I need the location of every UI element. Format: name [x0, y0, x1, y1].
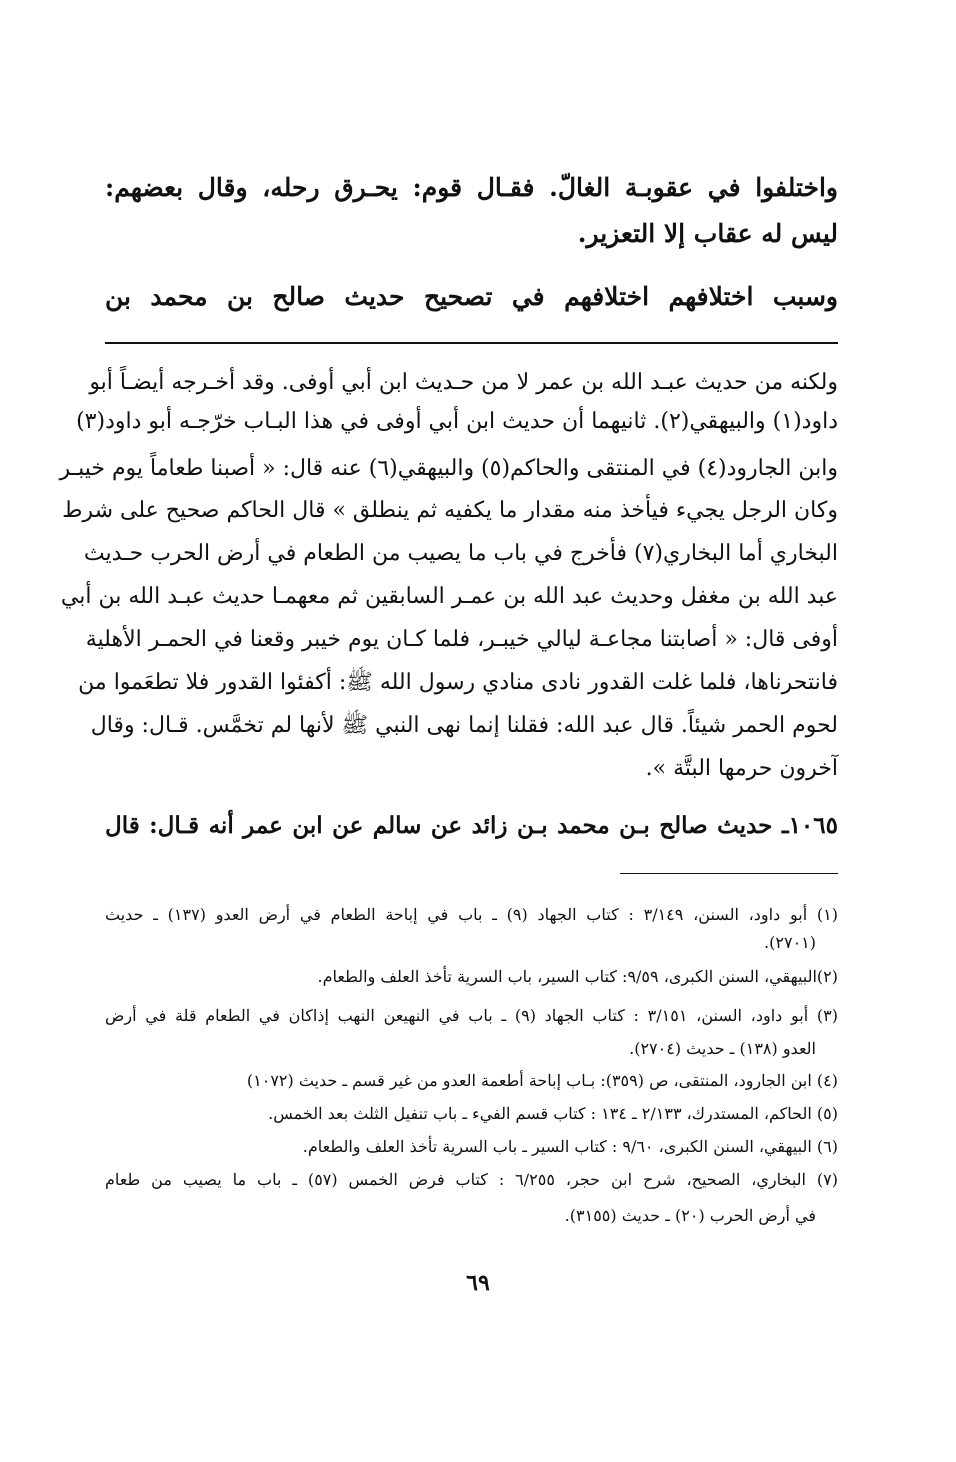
footnote-7-cont: في أرض الحرب (٢٠) ـ حديث (٣١٥٥). — [564, 1206, 816, 1225]
page-number: ٦٩ — [466, 1270, 490, 1296]
body-line-3: وابن الجارود(٤) في المنتقى والحاكم(٥) والبيهقي(٦) عنه قال: « أصبنا طعاماً يوم خيبـر — [59, 456, 838, 481]
footnote-3-cont: العدو (١٣٨) ـ حديث (٢٧٠٤). — [629, 1039, 816, 1058]
footnote-7: (٧) البخاري، الصحيح، شرح ابن حجر، ٦/٢٥٥ : كتاب فرض الخمس (٥٧) ـ باب ما يصيب من طعام — [105, 1170, 839, 1189]
section-heading: وسبب اختلافهم اختلافهم في تصحيح حديث صالح بن محمد بن — [105, 282, 838, 311]
heading-divider — [105, 342, 838, 344]
upper-text-line-2: ليس له عقاب إلا التعزير. — [577, 219, 838, 248]
hadith-heading: ١٠٦٥ـ حديث صالح بـن محمد بـن زائد عن سالم عن ابن عمر أنه قـال: قال — [105, 812, 838, 839]
footnote-4: (٤) ابن الجارود، المنتقى، ص (٣٥٩): بـاب إباحة أطعمة العدو من غير قسم ـ حديث (١٠٧٢) — [246, 1071, 838, 1090]
body-line-8: فانتحرناها، فلما غلت القدور نادى منادي رسول الله ﷺ: أكفئوا القدور فلا تطعَموا من — [78, 670, 838, 695]
footnote-divider — [620, 873, 838, 874]
footnote-1-cont: (٢٧٠١). — [764, 933, 816, 952]
footnote-5: (٥) الحاكم، المستدرك، ٢/١٣٣ ـ ١٣٤ : كتاب قسم الفيء ـ باب تنفيل الثلث بعد الخمس. — [268, 1104, 838, 1123]
body-line-5: البخاري أما البخاري(٧) فأخرج في باب ما يصيب من الطعام في أرض الحرب حـديث — [83, 541, 838, 566]
footnote-1: (١) أبو داود، السنن، ٣/١٤٩ : كتاب الجهاد (٩) ـ باب في إباحة الطعام في أرض العدو (١٣٧) ـ حديث — [105, 905, 838, 924]
body-line-7: أوفى قال: « أصابتنا مجاعـة ليالي خيبـر، فلما كـان يوم خيبر وقعنا في الحمـر الأهلية — [85, 627, 838, 652]
footnote-2: (٢)البيهقي، السنن الكبرى، ٩/٥٩: كتاب السير، باب السرية تأخذ العلف والطعام. — [317, 967, 838, 986]
body-line-9: لحوم الحمر شيئاً. قال عبد الله: فقلنا إنما نهى النبي ﷺ لأنها لم تخمَّس. قـال: وقال — [90, 713, 838, 738]
body-line-10: آخرون حرمها البتَّة ». — [645, 756, 838, 781]
upper-text-line-1: واختلفوا في عقوبـة الغالّ. فقـال قوم: يحـرق رحله، وقال بعضهم: — [105, 173, 838, 202]
footnote-6: (٦) البيهقي، السنن الكبرى، ٩/٦٠ : كتاب السير ـ باب السرية تأخذ العلف والطعام. — [302, 1137, 838, 1156]
body-line-4: وكان الرجل يجيء فيأخذ منه مقدار ما يكفيه ثم ينطلق » قال الحاكم صحيح على شرط — [62, 498, 838, 523]
body-line-1: ولكنه من حديث عبـد الله بن عمر لا من حـديث ابن أبي أوفى. وقد أخـرجه أيضـاً أبو — [89, 370, 838, 395]
body-line-2: داود(١) والبيهقي(٢). ثانيهما أن حديث ابن أبي أوفى في هذا البـاب خرّجـه أبو داود(٣) — [76, 409, 838, 434]
body-line-6: عبد الله بن مغفل وحديث عبد الله بن عمـر السابقين ثم معهمـا حديث عبـد الله بن أبي — [60, 584, 838, 609]
footnote-3: (٣) أبو داود، السنن، ٣/١٥١ : كتاب الجهاد (٩) ـ باب في النهيعن النهب إذاكان في الطعام قلة في أرض — [105, 1006, 838, 1025]
